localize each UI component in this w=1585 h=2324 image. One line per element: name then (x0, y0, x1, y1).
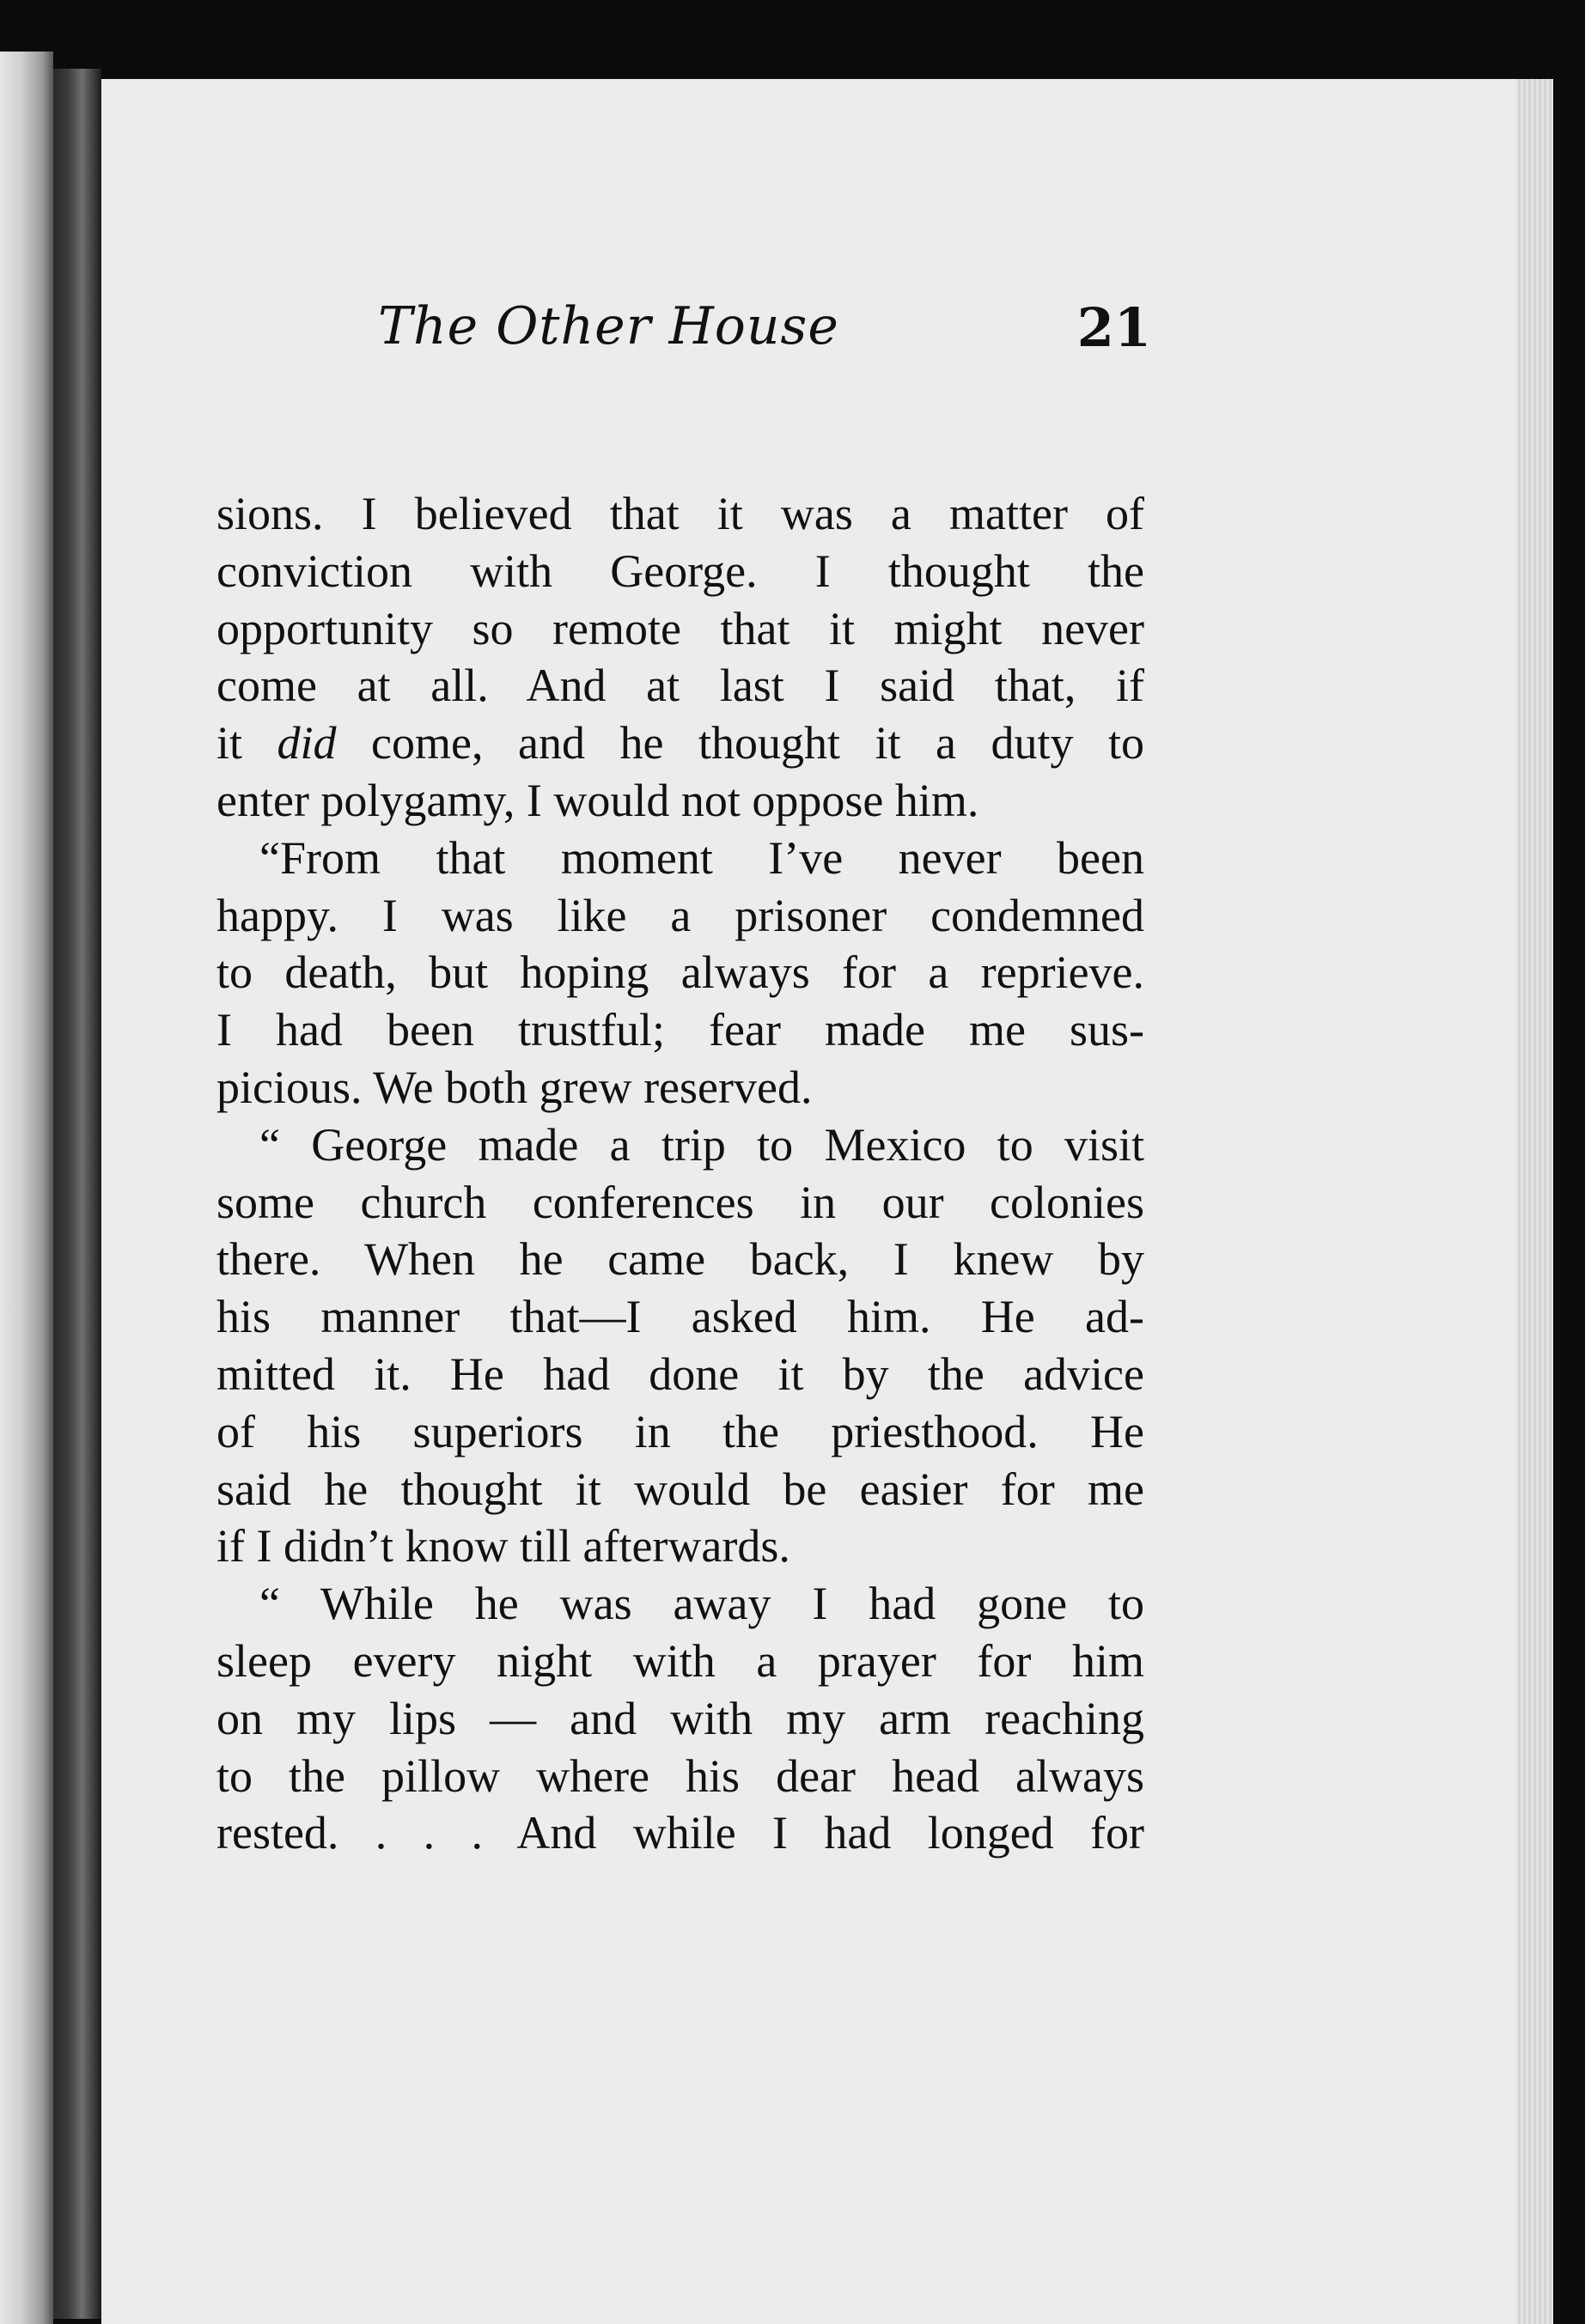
text-line: to the pillow where his dear head always (216, 1749, 1144, 1802)
text-line: conviction with George. I thought the (216, 544, 1144, 597)
text-line: opportunity so remote that it might never (216, 602, 1144, 654)
text-line: it did come, and he thought it a duty to (216, 717, 1145, 770)
emphasis-word: did (277, 717, 337, 770)
page-fore-edge (1517, 79, 1553, 2324)
text-line: to death, but hoping always for a reprieve. (216, 946, 1144, 999)
text-line: enter polygamy, I would not oppose him. (216, 774, 979, 826)
text-line: mitted it. He had done it by the advice (216, 1348, 1144, 1400)
running-head (378, 296, 1151, 374)
text-line: picious. We both grew reserved. (216, 1061, 813, 1113)
body-text (216, 485, 1144, 1862)
text-line: if I didn’t know till afterwards. (216, 1520, 790, 1573)
facing-page-edge (0, 52, 53, 2324)
text-line: sions. I believed that it was a matter of (216, 488, 1144, 539)
text-line: sleep every night with a prayer for him (216, 1634, 1144, 1687)
text-line: “From that moment I’ve never been (259, 831, 1144, 884)
book-binding-shadow (53, 69, 101, 2319)
text-line: rested. . . . And while I had longed for (216, 1807, 1144, 1859)
text-line: some church conferences in our colonies (216, 1176, 1144, 1228)
text-line: there. When he came back, I knew by (216, 1233, 1144, 1286)
text-line: his manner that—I asked him. He ad- (216, 1291, 1144, 1343)
text-line: said he thought it would be easier for me (216, 1463, 1144, 1515)
text-line: “ While he was away I had gone to (259, 1578, 1144, 1630)
text-line: happy. I was like a prisoner condemned (216, 889, 1144, 941)
text-line: of his superiors in the priesthood. He (216, 1405, 1144, 1457)
text-line: come at all. And at last I said that, if (216, 660, 1144, 712)
running-title: The Other House (378, 296, 839, 356)
text-line: I had been trustful; fear made me sus- (216, 1004, 1144, 1056)
text-line: “ George made a trip to Mexico to visit (259, 1118, 1144, 1171)
text-line: on my lips — and with my arm reaching (216, 1692, 1144, 1744)
page-number: 21 (1076, 296, 1151, 359)
